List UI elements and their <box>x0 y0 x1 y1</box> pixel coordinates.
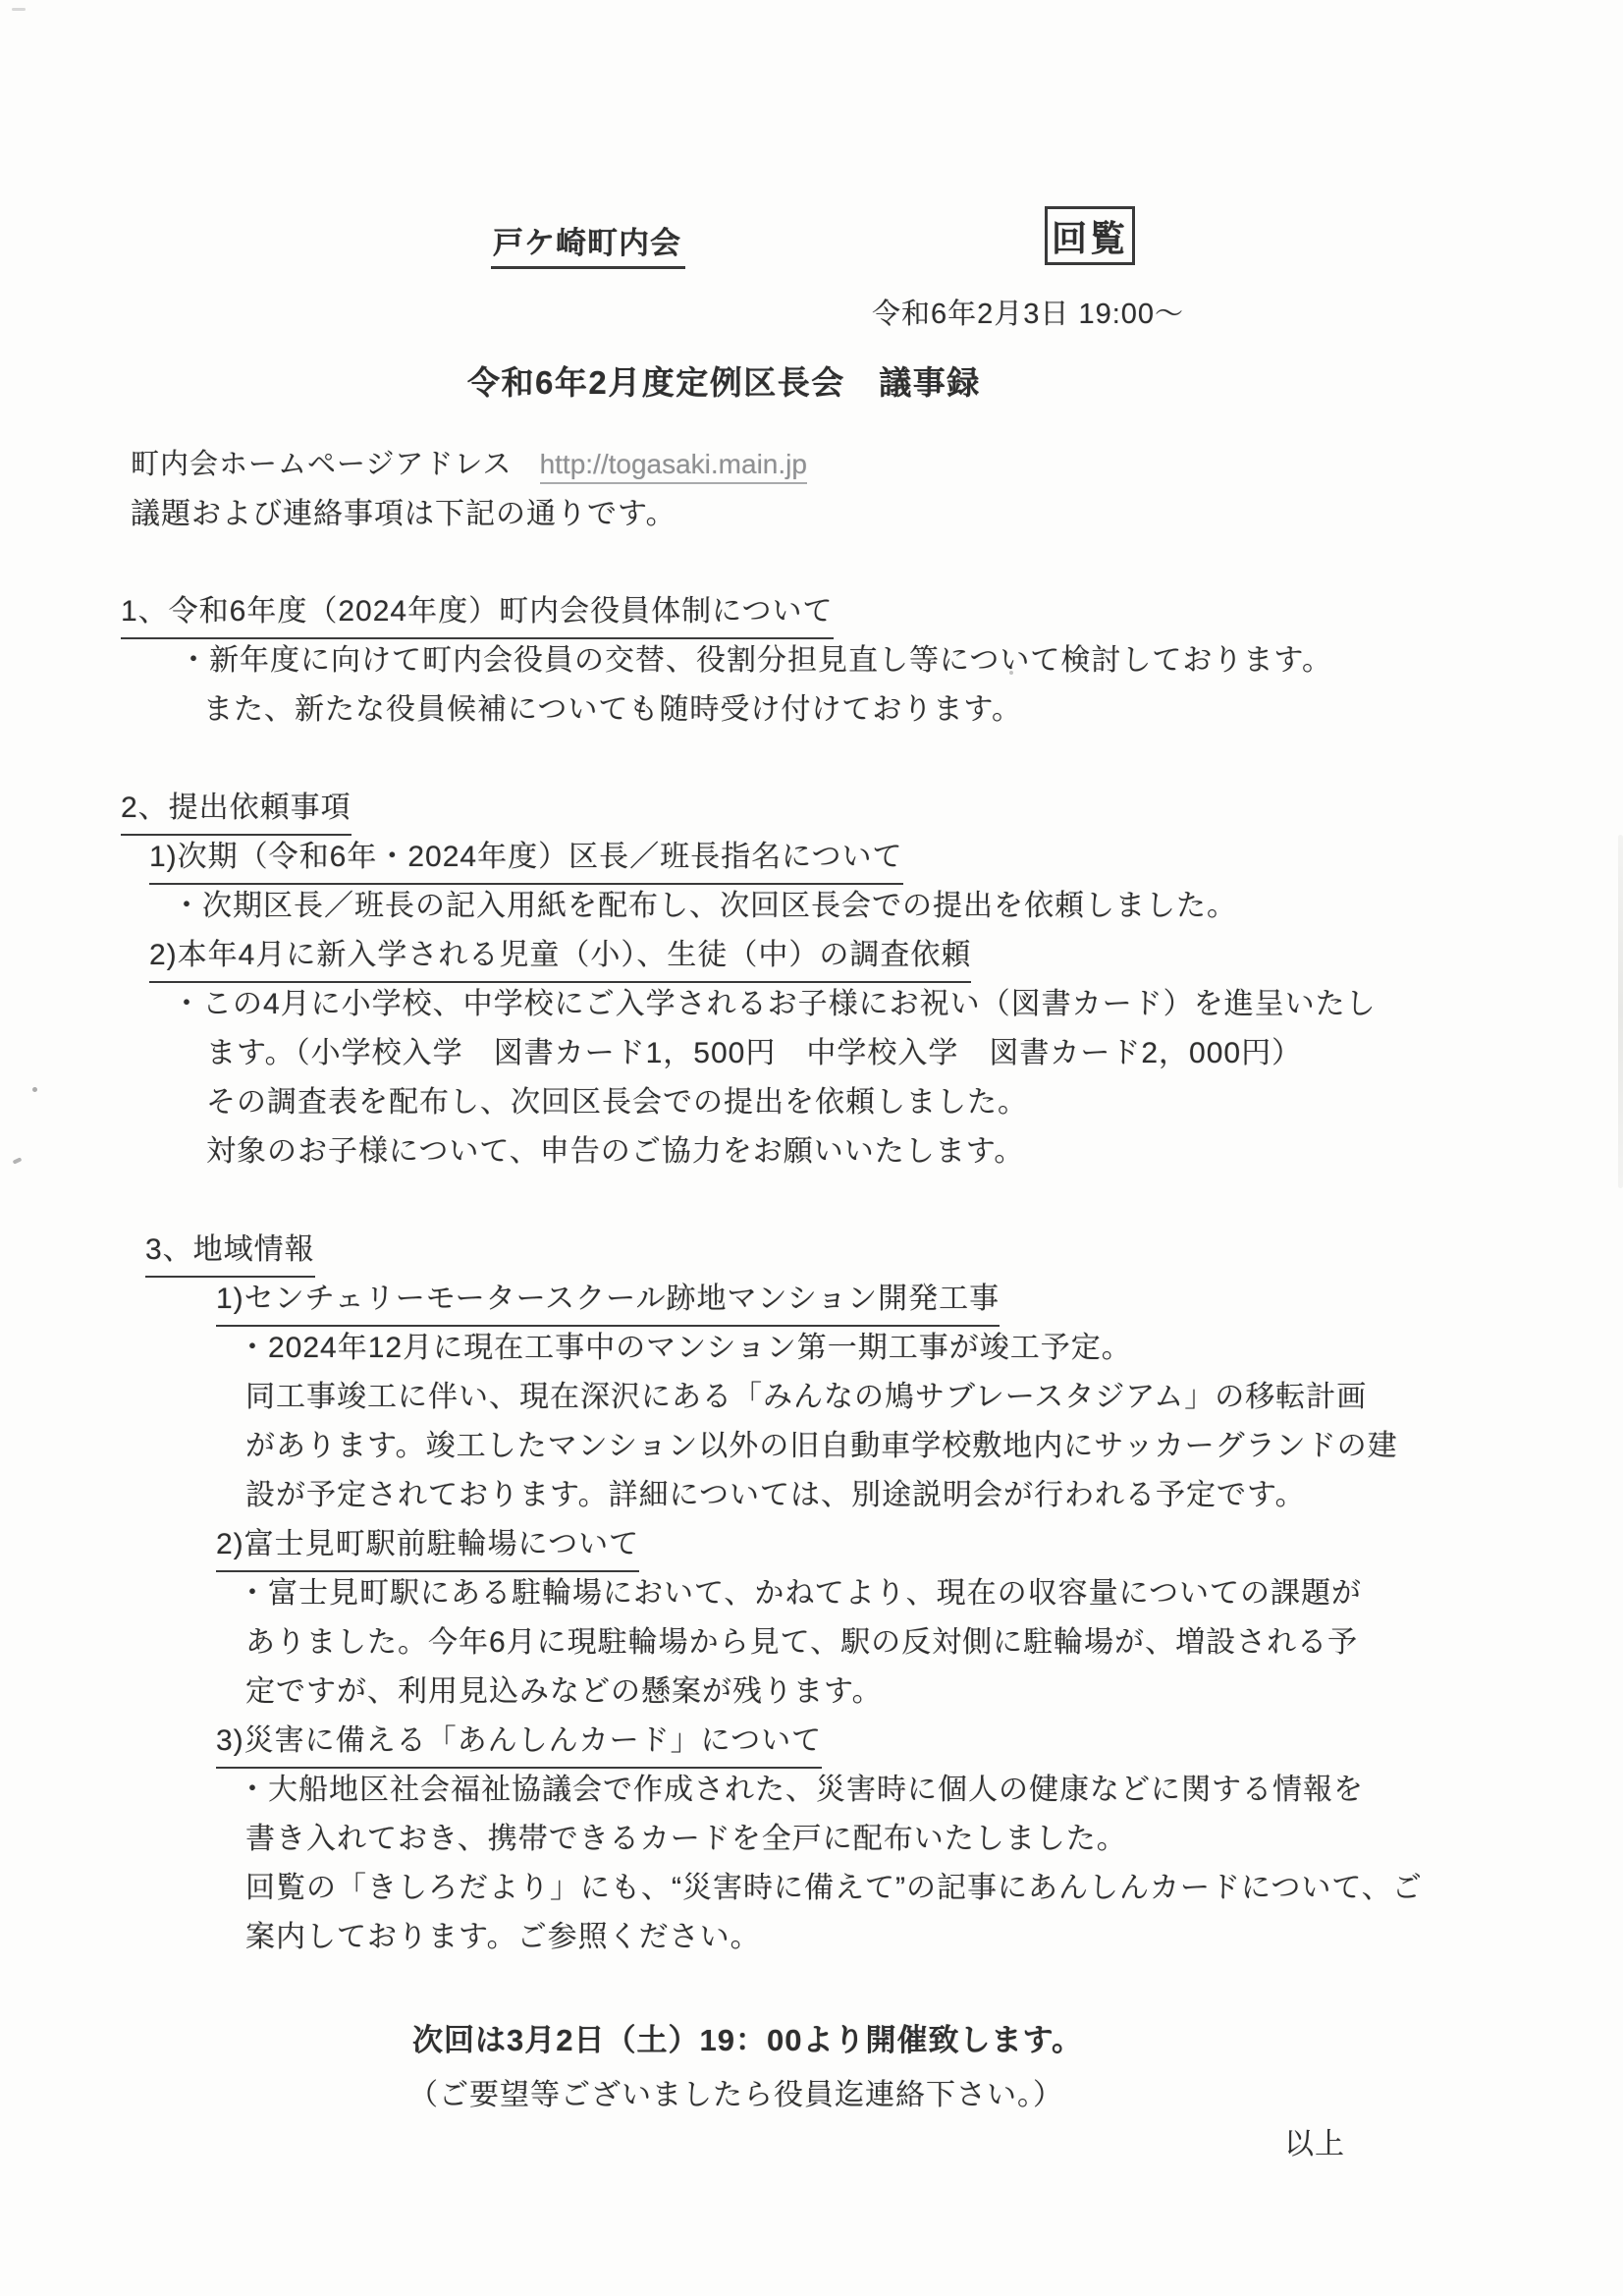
document-line: ます。（小学校入学 図書カード1，500円 中学校入学 図書カード2，000円） <box>206 1037 1303 1069</box>
document-line: ・次期区長／班長の記入用紙を配布し、次回区長会での提出を依頼しました。 <box>172 890 1237 922</box>
document-line: 書き入れておき、携帯できるカードを全戸に配布いたしました。 <box>245 1823 1127 1855</box>
document-line: ・大船地区社会福祉協議会で作成された、災害時に個人の健康などに関する情報を <box>238 1774 1364 1806</box>
document-line: 定ですが、利用見込みなどの懸案が残ります。 <box>245 1675 883 1708</box>
document-line: ・この4月に小学校、中学校にご入学されるお子様にお祝い（図書カード）を進呈いたし <box>172 988 1377 1020</box>
document-line: ありました。今年6月に現駐輪場から見て、駅の反対側に駐輪場が、増設される予 <box>245 1626 1359 1659</box>
scan-speck <box>12 8 26 11</box>
next-meeting-line: 次回は3月2日（土）19：00より開催致します。 <box>412 2023 1083 2057</box>
document-line: 回覧の「きしろだより」にも、“災害時に備えて”の記事にあんしんカードについて、ご <box>245 1872 1423 1904</box>
document-line: その調査表を配布し、次回区長会での提出を依頼しました。 <box>206 1086 1028 1119</box>
document-line: ・富士見町駅にある駐輪場において、かねてより、現在の収容量についての課題が <box>238 1577 1363 1610</box>
subsection-heading: 1)センチェリーモータースクール跡地マンション開発工事 <box>121 1275 1495 1324</box>
document-line: ・新年度に向けて町内会役員の交替、役割分担見直し等について検討しております。 <box>179 644 1332 677</box>
document-line: ・2024年12月に現在工事中のマンション第一期工事が竣工予定。 <box>238 1332 1132 1364</box>
scan-speck <box>32 1087 37 1092</box>
section-heading: 3、地域情報 <box>121 1226 1495 1275</box>
subsection-heading: 2)富士見町駅前駐輪場について <box>121 1520 1495 1569</box>
homepage-line <box>131 442 807 482</box>
subsection-heading: 2)本年4月に新入学される児童（小）、生徒（中）の調査依頼 <box>121 931 1495 980</box>
subsection-heading: 1)次期（令和6年・2024年度）区長／班長指名について <box>121 833 1495 882</box>
section-heading: 2、提出依頼事項 <box>121 784 1495 833</box>
meeting-datetime: 令和6年2月3日 19:00～ <box>872 299 1185 330</box>
sections-container <box>121 587 1495 2011</box>
section <box>121 784 1495 1176</box>
document-line: 設が予定されております。詳細については、別途説明会が行われる予定です。 <box>245 1479 1306 1511</box>
scan-speck <box>13 1157 23 1164</box>
document-line: また、新たな役員候補についても随時受け付けております。 <box>203 693 1022 726</box>
scan-streak <box>1618 835 1623 1188</box>
section <box>121 1226 1495 1962</box>
scan-speck <box>1009 671 1013 675</box>
request-note-line: （ご要望等ございましたら役員迄連絡下さい。） <box>408 2079 1063 2111</box>
document-title: 令和6年2月度定例区長会 議事録 <box>467 364 981 401</box>
homepage-url: http://togasaki.main.jp <box>540 449 807 484</box>
document-line: 案内しております。ご参照ください。 <box>245 1921 761 1953</box>
closing-word: 以上 <box>1284 2128 1345 2160</box>
document-line: があります。竣工したマンション以外の旧自動車学校敷地内にサッカーグランドの建 <box>245 1430 1398 1462</box>
homepage-label: 町内会ホームページアドレス <box>131 449 513 480</box>
document-line: 対象のお子様について、申告のご協力をお願いいたします。 <box>206 1135 1025 1168</box>
intro-line: 議題および連絡事項は下記の通りです。 <box>131 498 676 530</box>
section <box>121 587 1495 735</box>
org-name: 戸ケ崎町内会 <box>491 218 685 269</box>
subsection-heading: 3)災害に備える「あんしんカード」について <box>121 1717 1495 1766</box>
circulation-stamp: 回覧 <box>1045 206 1135 265</box>
section-heading: 1、令和6年度（2024年度）町内会役員体制について <box>121 587 1495 636</box>
document-line: 同工事竣工に伴い、現在深沢にある「みんなの鳩サブレースタジアム」の移転計画 <box>245 1381 1368 1413</box>
